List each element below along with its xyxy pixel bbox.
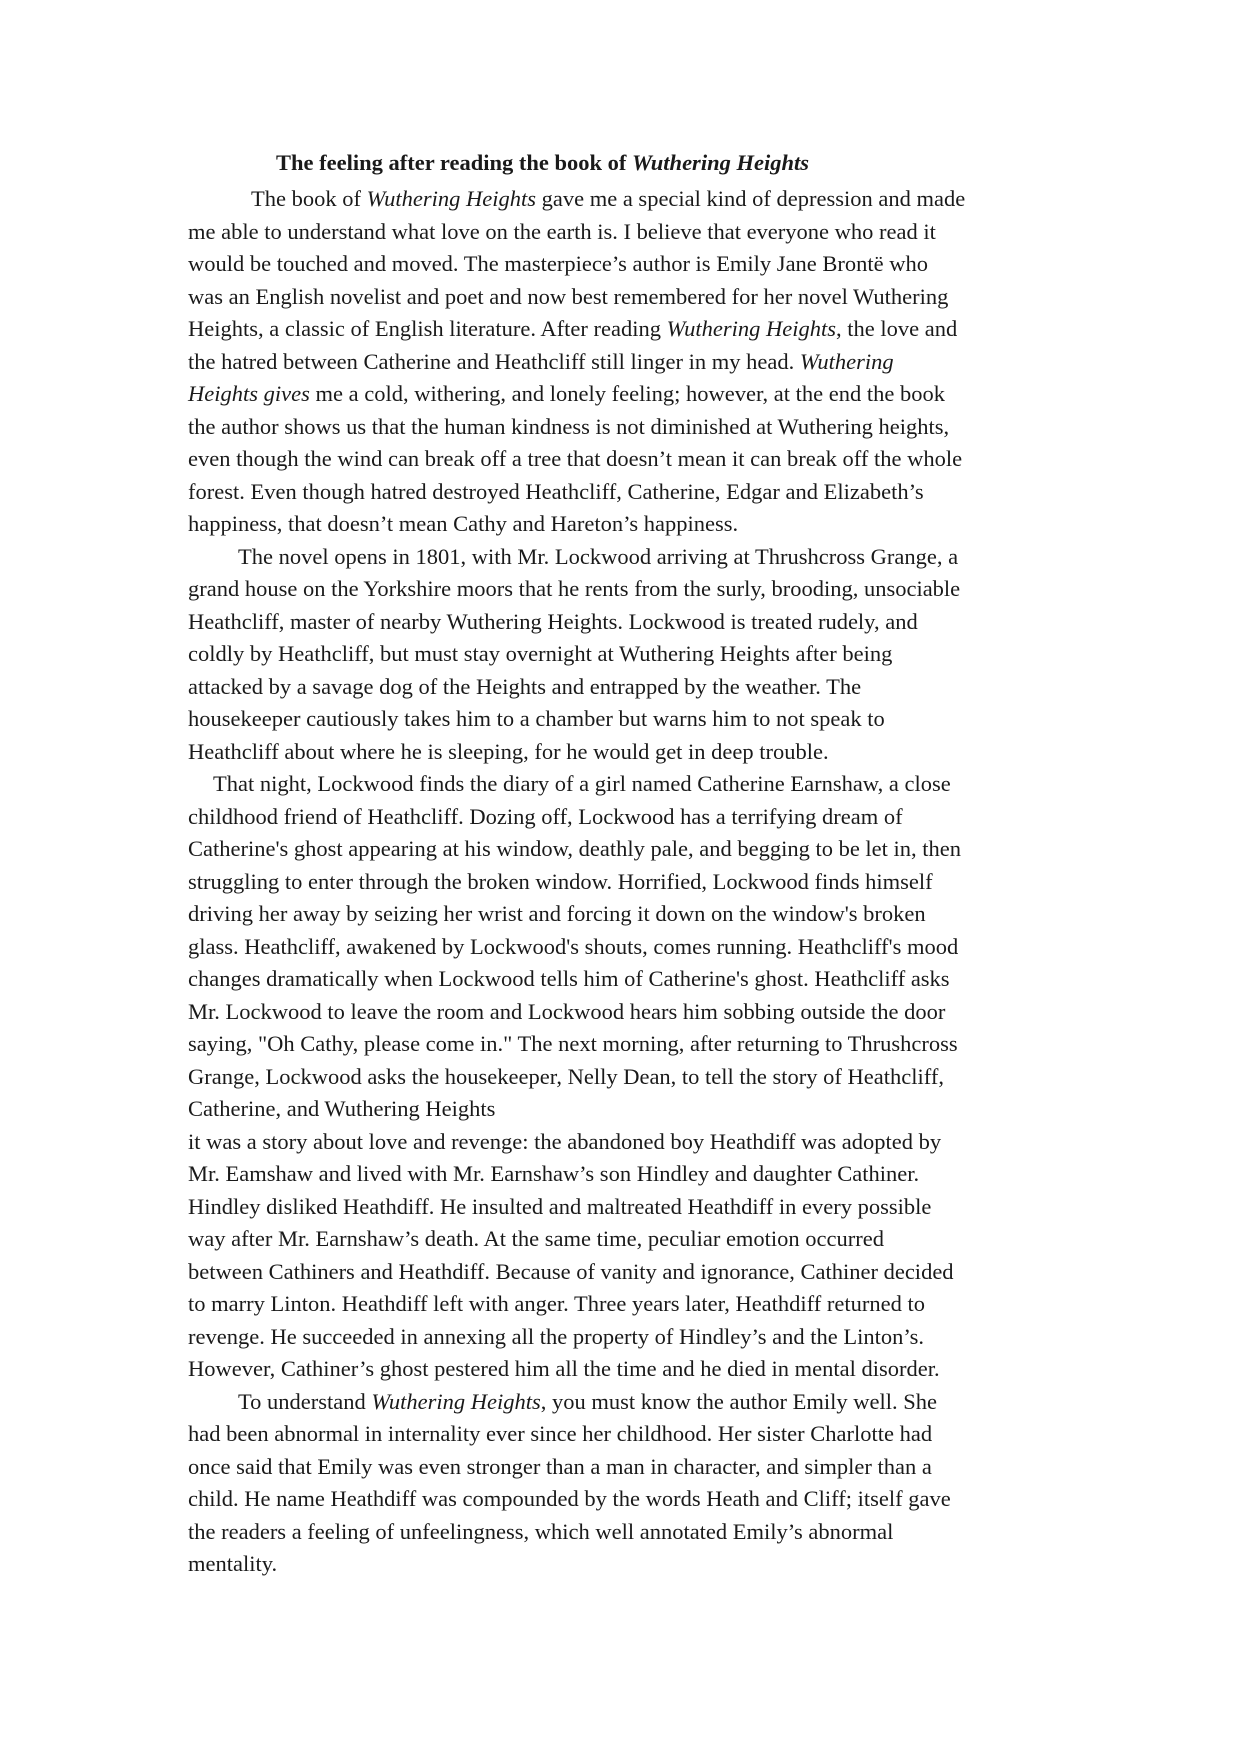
- document-body: [188, 183, 1068, 1581]
- text-run: child. He name Heathdiff was compounded by the words Heath and Cliff; itself gave: [188, 1486, 951, 1511]
- text-line: [188, 508, 1068, 541]
- text-line: [188, 411, 1068, 444]
- italic-text: Wuthering Heights: [666, 316, 836, 341]
- text-line: [188, 1028, 1068, 1061]
- text-run: mentality.: [188, 1551, 278, 1576]
- text-run: Mr. Eamshaw and lived with Mr. Earnshaw’s son Hindley and daughter Cathiner.: [188, 1161, 920, 1186]
- text-line: [188, 866, 1068, 899]
- text-line: [188, 313, 1068, 346]
- text-line: [188, 346, 1068, 379]
- text-line: [188, 1288, 1068, 1321]
- text-line: [188, 443, 1068, 476]
- text-line: [188, 1353, 1068, 1386]
- text-run: was an English novelist and poet and now best remembered for her novel Wuthering: [188, 283, 949, 309]
- text-run: way after Mr. Earnshaw’s death. At the same time, peculiar emotion occurred: [188, 1226, 885, 1251]
- text-run: to marry Linton. Heathdiff left with anger. Three years later, Heathdiff returned to: [188, 1291, 925, 1316]
- text-line: [188, 1093, 1068, 1126]
- text-line: [188, 996, 1068, 1029]
- text-run: Heathcliff about where he is sleeping, for he would get in deep trouble.: [188, 738, 829, 764]
- text-run: happiness, that doesn’t mean Cathy and Hareton’s happiness.: [188, 511, 739, 536]
- text-run: revenge. He succeeded in annexing all the property of Hindley’s and the Linton’s.: [188, 1323, 925, 1349]
- text-run: glass. Heathcliff, awakened by Lockwood's shouts, comes running. Heathcliff's mood: [188, 933, 959, 959]
- text-run: grand house on the Yorkshire moors that he rents from the surly, brooding, unsociable: [188, 576, 961, 601]
- text-run: Catherine, and Wuthering Heights: [188, 1096, 496, 1121]
- text-line: [188, 1061, 1068, 1094]
- text-run: attacked by a savage dog of the Heights and entrapped by the weather. The: [188, 673, 862, 699]
- text-run: gave me a special kind of depression and made: [535, 186, 966, 211]
- text-line: [188, 801, 1068, 834]
- text-run: saying, "Oh Cathy, please come in." The next morning, after returning to Thrushcross: [188, 1031, 958, 1056]
- text-run: even though the wind can break off a tree that doesn’t mean it can break off the whole: [188, 446, 963, 471]
- text-run: Grange, Lockwood asks the housekeeper, Nelly Dean, to tell the story of Heathcliff,: [188, 1063, 944, 1089]
- text-run: The novel opens in 1801, with Mr. Lockwood arriving at Thrushcross Grange, a: [238, 543, 959, 569]
- text-line: [188, 1516, 1068, 1549]
- text-run: However, Cathiner’s ghost pestered him all the time and he died in mental disorder.: [188, 1356, 940, 1381]
- text-run: driving her away by seizing her wrist and forcing it down on the window's broken: [188, 901, 926, 926]
- text-run: me a cold, withering, and lonely feeling; however, at the end the book: [309, 381, 946, 406]
- text-line: [188, 833, 1068, 866]
- text-run: housekeeper cautiously takes him to a chamber but warns him to not speak to: [188, 706, 885, 731]
- text-line: [188, 963, 1068, 996]
- text-run: the author shows us that the human kindness is not diminished at Wuthering heights,: [188, 413, 950, 439]
- text-line: [188, 1418, 1068, 1451]
- text-run: the hatred between Catherine and Heathcliff still linger in my head.: [188, 348, 800, 374]
- text-line: [188, 1321, 1068, 1354]
- text-line: [188, 768, 1068, 801]
- text-run: coldly by Heathcliff, but must stay overnight at Wuthering Heights after being: [188, 641, 893, 666]
- text-run: That night, Lockwood finds the diary of a girl named Catherine Earnshaw, a close: [213, 771, 951, 796]
- text-run: The book of: [251, 186, 367, 211]
- text-line: [188, 736, 1068, 769]
- text-line: [188, 1256, 1068, 1289]
- italic-text: Wuthering: [799, 348, 894, 374]
- text-run: forest. Even though hatred destroyed Heathcliff, Catherine, Edgar and Elizabeth’s: [188, 478, 924, 504]
- text-run: Mr. Lockwood to leave the room and Lockwood hears him sobbing outside the door: [188, 998, 946, 1024]
- text-line: [188, 476, 1068, 509]
- text-run: childhood friend of Heathcliff. Dozing off, Lockwood has a terrifying dream of: [188, 803, 903, 829]
- text-run: Catherine's ghost appearing at his window, deathly pale, and begging to be let in, then: [188, 836, 962, 861]
- text-run: , you must know the author Emily well. She: [540, 1388, 937, 1414]
- text-line: [188, 1158, 1068, 1191]
- text-line: [188, 703, 1068, 736]
- text-run: Heathcliff, master of nearby Wuthering Heights. Lockwood is treated rudely, and: [188, 608, 918, 634]
- text-run: it was a story about love and revenge: the abandoned boy Heathdiff was adopted by: [188, 1128, 942, 1154]
- italic-text: Wuthering Heights: [366, 186, 536, 211]
- text-run: struggling to enter through the broken window. Horrified, Lockwood finds himself: [188, 868, 933, 894]
- text-line: [188, 1386, 1068, 1419]
- text-line: [188, 1191, 1068, 1224]
- italic-text: Heights gives: [188, 381, 310, 406]
- text-run: changes dramatically when Lockwood tells him of Catherine's ghost. Heathcliff asks: [188, 966, 950, 991]
- title-text: The feeling after reading the book of: [276, 150, 633, 175]
- text-line: [188, 931, 1068, 964]
- text-line: [188, 216, 1068, 249]
- text-line: [188, 638, 1068, 671]
- text-run: between Cathiners and Heathdiff. Because of vanity and ignorance, Cathiner decided: [188, 1258, 954, 1284]
- text-line: [188, 541, 1068, 574]
- text-line: [188, 606, 1068, 639]
- text-line: [188, 1548, 1068, 1581]
- text-run: me able to understand what love on the earth is. I believe that everyone who read it: [188, 218, 936, 244]
- text-line: [188, 378, 1068, 411]
- text-line: [188, 248, 1068, 281]
- text-line: [188, 671, 1068, 704]
- text-run: would be touched and moved. The masterpiece’s author is Emily Jane Brontë who: [188, 251, 929, 276]
- document-title: [276, 150, 809, 176]
- text-line: [188, 898, 1068, 931]
- text-run: Heights, a classic of English literature. After reading: [188, 316, 667, 341]
- text-line: [188, 573, 1068, 606]
- text-line: [188, 281, 1068, 314]
- text-run: Hindley disliked Heathdiff. He insulted and maltreated Heathdiff in every possible: [188, 1193, 932, 1219]
- text-line: [188, 1126, 1068, 1159]
- text-line: [188, 1223, 1068, 1256]
- text-run: once said that Emily was even stronger than a man in character, and simpler than a: [188, 1453, 932, 1479]
- text-run: , the love and: [835, 316, 958, 341]
- text-line: [188, 1483, 1068, 1516]
- text-run: had been abnormal in internality ever since her childhood. Her sister Charlotte had: [188, 1421, 933, 1446]
- text-line: [188, 1451, 1068, 1484]
- italic-text: Wuthering Heights: [371, 1388, 541, 1414]
- title-book-name: Wuthering Heights: [632, 150, 809, 175]
- text-line: [188, 183, 1068, 216]
- text-run: the readers a feeling of unfeelingness, which well annotated Emily’s abnormal: [188, 1518, 894, 1544]
- text-run: To understand: [238, 1388, 372, 1414]
